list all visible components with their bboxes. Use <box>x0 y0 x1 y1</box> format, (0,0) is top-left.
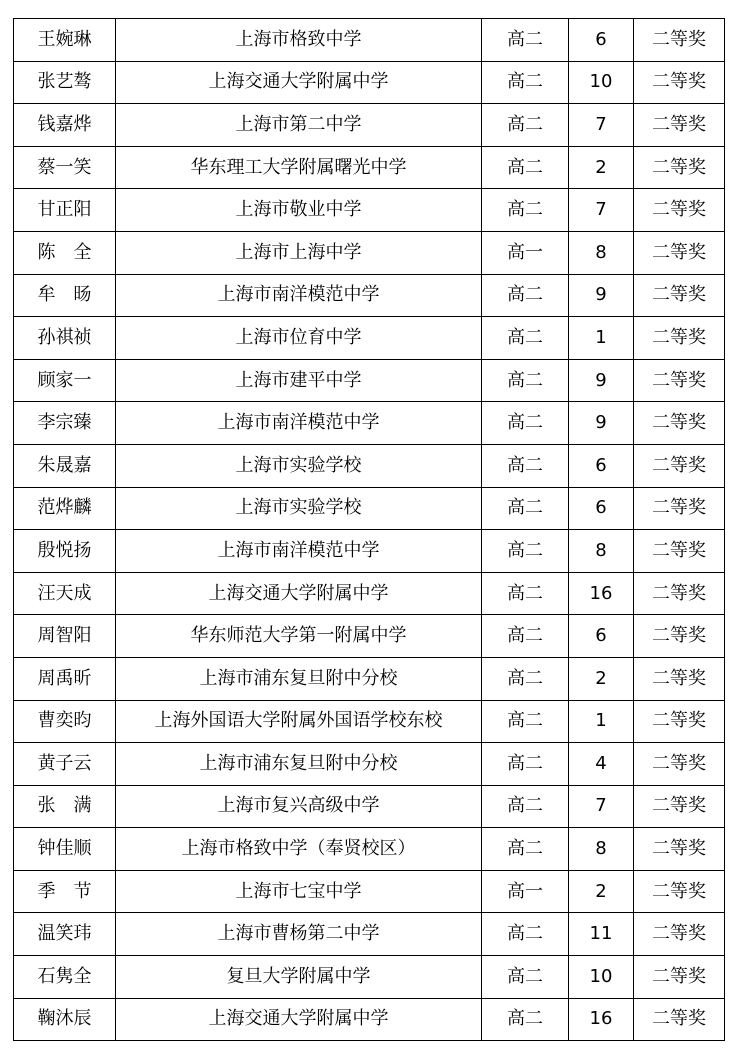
school-cell: 上海市第二中学 <box>116 104 482 147</box>
score-cell: 4 <box>569 743 634 786</box>
student-name-cell: 鞠沐辰 <box>14 998 116 1041</box>
score-cell: 1 <box>569 317 634 360</box>
grade-cell: 高一 <box>482 870 569 913</box>
school-cell: 上海市格致中学 <box>116 19 482 62</box>
grade-cell: 高二 <box>482 317 569 360</box>
table-row <box>14 402 725 445</box>
award-cell: 二等奖 <box>634 700 725 743</box>
award-cell: 二等奖 <box>634 274 725 317</box>
table-row <box>14 359 725 402</box>
school-cell: 复旦大学附属中学 <box>116 956 482 999</box>
school-cell: 上海市浦东复旦附中分校 <box>116 657 482 700</box>
grade-cell: 高二 <box>482 402 569 445</box>
grade-cell: 高二 <box>482 530 569 573</box>
school-cell: 上海交通大学附属中学 <box>116 998 482 1041</box>
table-row <box>14 444 725 487</box>
student-name-cell: 甘正阳 <box>14 189 116 232</box>
grade-cell: 高二 <box>482 956 569 999</box>
award-cell: 二等奖 <box>634 189 725 232</box>
score-cell: 6 <box>569 487 634 530</box>
grade-cell: 高二 <box>482 146 569 189</box>
grade-cell: 高一 <box>482 231 569 274</box>
school-cell: 上海市南洋模范中学 <box>116 274 482 317</box>
table-row <box>14 956 725 999</box>
table-row <box>14 785 725 828</box>
student-name-cell: 温笑玮 <box>14 913 116 956</box>
grade-cell: 高二 <box>482 487 569 530</box>
student-name-cell: 曹奕昀 <box>14 700 116 743</box>
score-cell: 7 <box>569 785 634 828</box>
student-name-cell: 朱晟嘉 <box>14 444 116 487</box>
grade-cell: 高二 <box>482 828 569 871</box>
award-cell: 二等奖 <box>634 61 725 104</box>
school-cell: 上海交通大学附属中学 <box>116 572 482 615</box>
table-row <box>14 870 725 913</box>
score-cell: 16 <box>569 572 634 615</box>
score-cell: 2 <box>569 146 634 189</box>
table-row <box>14 828 725 871</box>
grade-cell: 高二 <box>482 189 569 232</box>
award-cell: 二等奖 <box>634 998 725 1041</box>
grade-cell: 高二 <box>482 700 569 743</box>
school-cell: 上海市南洋模范中学 <box>116 402 482 445</box>
award-cell: 二等奖 <box>634 487 725 530</box>
grade-cell: 高二 <box>482 913 569 956</box>
table-row <box>14 317 725 360</box>
grade-cell: 高二 <box>482 572 569 615</box>
table-row <box>14 657 725 700</box>
table-row <box>14 104 725 147</box>
score-cell: 10 <box>569 956 634 999</box>
school-cell: 上海市建平中学 <box>116 359 482 402</box>
student-name-cell: 李宗臻 <box>14 402 116 445</box>
table-row <box>14 615 725 658</box>
student-name-cell: 殷悦扬 <box>14 530 116 573</box>
award-cell: 二等奖 <box>634 572 725 615</box>
student-name-cell: 牟 旸 <box>14 274 116 317</box>
award-cell: 二等奖 <box>634 317 725 360</box>
grade-cell: 高二 <box>482 19 569 62</box>
table-row <box>14 189 725 232</box>
student-name-cell: 张艺骜 <box>14 61 116 104</box>
school-cell: 上海市浦东复旦附中分校 <box>116 743 482 786</box>
school-cell: 上海市南洋模范中学 <box>116 530 482 573</box>
award-cell: 二等奖 <box>634 615 725 658</box>
student-name-cell: 钱嘉烨 <box>14 104 116 147</box>
score-cell: 9 <box>569 402 634 445</box>
award-cell: 二等奖 <box>634 402 725 445</box>
table-row <box>14 530 725 573</box>
score-cell: 7 <box>569 189 634 232</box>
student-name-cell: 孙祺祯 <box>14 317 116 360</box>
school-cell: 上海市格致中学（奉贤校区） <box>116 828 482 871</box>
score-cell: 2 <box>569 657 634 700</box>
award-cell: 二等奖 <box>634 104 725 147</box>
score-cell: 6 <box>569 615 634 658</box>
grade-cell: 高二 <box>482 615 569 658</box>
student-name-cell: 顾家一 <box>14 359 116 402</box>
grade-cell: 高二 <box>482 444 569 487</box>
award-cell: 二等奖 <box>634 870 725 913</box>
table-row <box>14 19 725 62</box>
school-cell: 上海市实验学校 <box>116 487 482 530</box>
grade-cell: 高二 <box>482 274 569 317</box>
award-cell: 二等奖 <box>634 743 725 786</box>
school-cell: 上海交通大学附属中学 <box>116 61 482 104</box>
award-table <box>13 18 725 1041</box>
table-row <box>14 61 725 104</box>
school-cell: 上海市复兴高级中学 <box>116 785 482 828</box>
student-name-cell: 汪天成 <box>14 572 116 615</box>
score-cell: 7 <box>569 104 634 147</box>
student-name-cell: 石隽全 <box>14 956 116 999</box>
award-cell: 二等奖 <box>634 913 725 956</box>
score-cell: 16 <box>569 998 634 1041</box>
student-name-cell: 蔡一笑 <box>14 146 116 189</box>
award-cell: 二等奖 <box>634 956 725 999</box>
table-row <box>14 146 725 189</box>
score-cell: 1 <box>569 700 634 743</box>
school-cell: 上海市七宝中学 <box>116 870 482 913</box>
award-cell: 二等奖 <box>634 444 725 487</box>
student-name-cell: 陈 全 <box>14 231 116 274</box>
grade-cell: 高二 <box>482 785 569 828</box>
score-cell: 10 <box>569 61 634 104</box>
grade-cell: 高二 <box>482 743 569 786</box>
student-name-cell: 王婉琳 <box>14 19 116 62</box>
award-cell: 二等奖 <box>634 19 725 62</box>
school-cell: 上海外国语大学附属外国语学校东校 <box>116 700 482 743</box>
student-name-cell: 周禹昕 <box>14 657 116 700</box>
score-cell: 6 <box>569 444 634 487</box>
table-row <box>14 700 725 743</box>
score-cell: 8 <box>569 231 634 274</box>
table-row <box>14 274 725 317</box>
score-cell: 6 <box>569 19 634 62</box>
score-cell: 8 <box>569 828 634 871</box>
award-table-body <box>14 19 725 1041</box>
student-name-cell: 周智阳 <box>14 615 116 658</box>
grade-cell: 高二 <box>482 61 569 104</box>
student-name-cell: 季 节 <box>14 870 116 913</box>
table-row <box>14 231 725 274</box>
score-cell: 8 <box>569 530 634 573</box>
award-cell: 二等奖 <box>634 359 725 402</box>
score-cell: 9 <box>569 274 634 317</box>
score-cell: 9 <box>569 359 634 402</box>
grade-cell: 高二 <box>482 359 569 402</box>
school-cell: 华东师范大学第一附属中学 <box>116 615 482 658</box>
score-cell: 2 <box>569 870 634 913</box>
school-cell: 上海市位育中学 <box>116 317 482 360</box>
table-row <box>14 913 725 956</box>
student-name-cell: 钟佳顺 <box>14 828 116 871</box>
school-cell: 上海市上海中学 <box>116 231 482 274</box>
award-cell: 二等奖 <box>634 231 725 274</box>
grade-cell: 高二 <box>482 104 569 147</box>
school-cell: 上海市曹杨第二中学 <box>116 913 482 956</box>
student-name-cell: 张 满 <box>14 785 116 828</box>
table-row <box>14 743 725 786</box>
student-name-cell: 范烨麟 <box>14 487 116 530</box>
table-row <box>14 487 725 530</box>
award-cell: 二等奖 <box>634 657 725 700</box>
student-name-cell: 黄子云 <box>14 743 116 786</box>
table-row <box>14 572 725 615</box>
award-cell: 二等奖 <box>634 146 725 189</box>
award-cell: 二等奖 <box>634 828 725 871</box>
score-cell: 11 <box>569 913 634 956</box>
award-cell: 二等奖 <box>634 785 725 828</box>
school-cell: 上海市敬业中学 <box>116 189 482 232</box>
grade-cell: 高二 <box>482 657 569 700</box>
school-cell: 上海市实验学校 <box>116 444 482 487</box>
table-row <box>14 998 725 1041</box>
award-cell: 二等奖 <box>634 530 725 573</box>
grade-cell: 高二 <box>482 998 569 1041</box>
school-cell: 华东理工大学附属曙光中学 <box>116 146 482 189</box>
